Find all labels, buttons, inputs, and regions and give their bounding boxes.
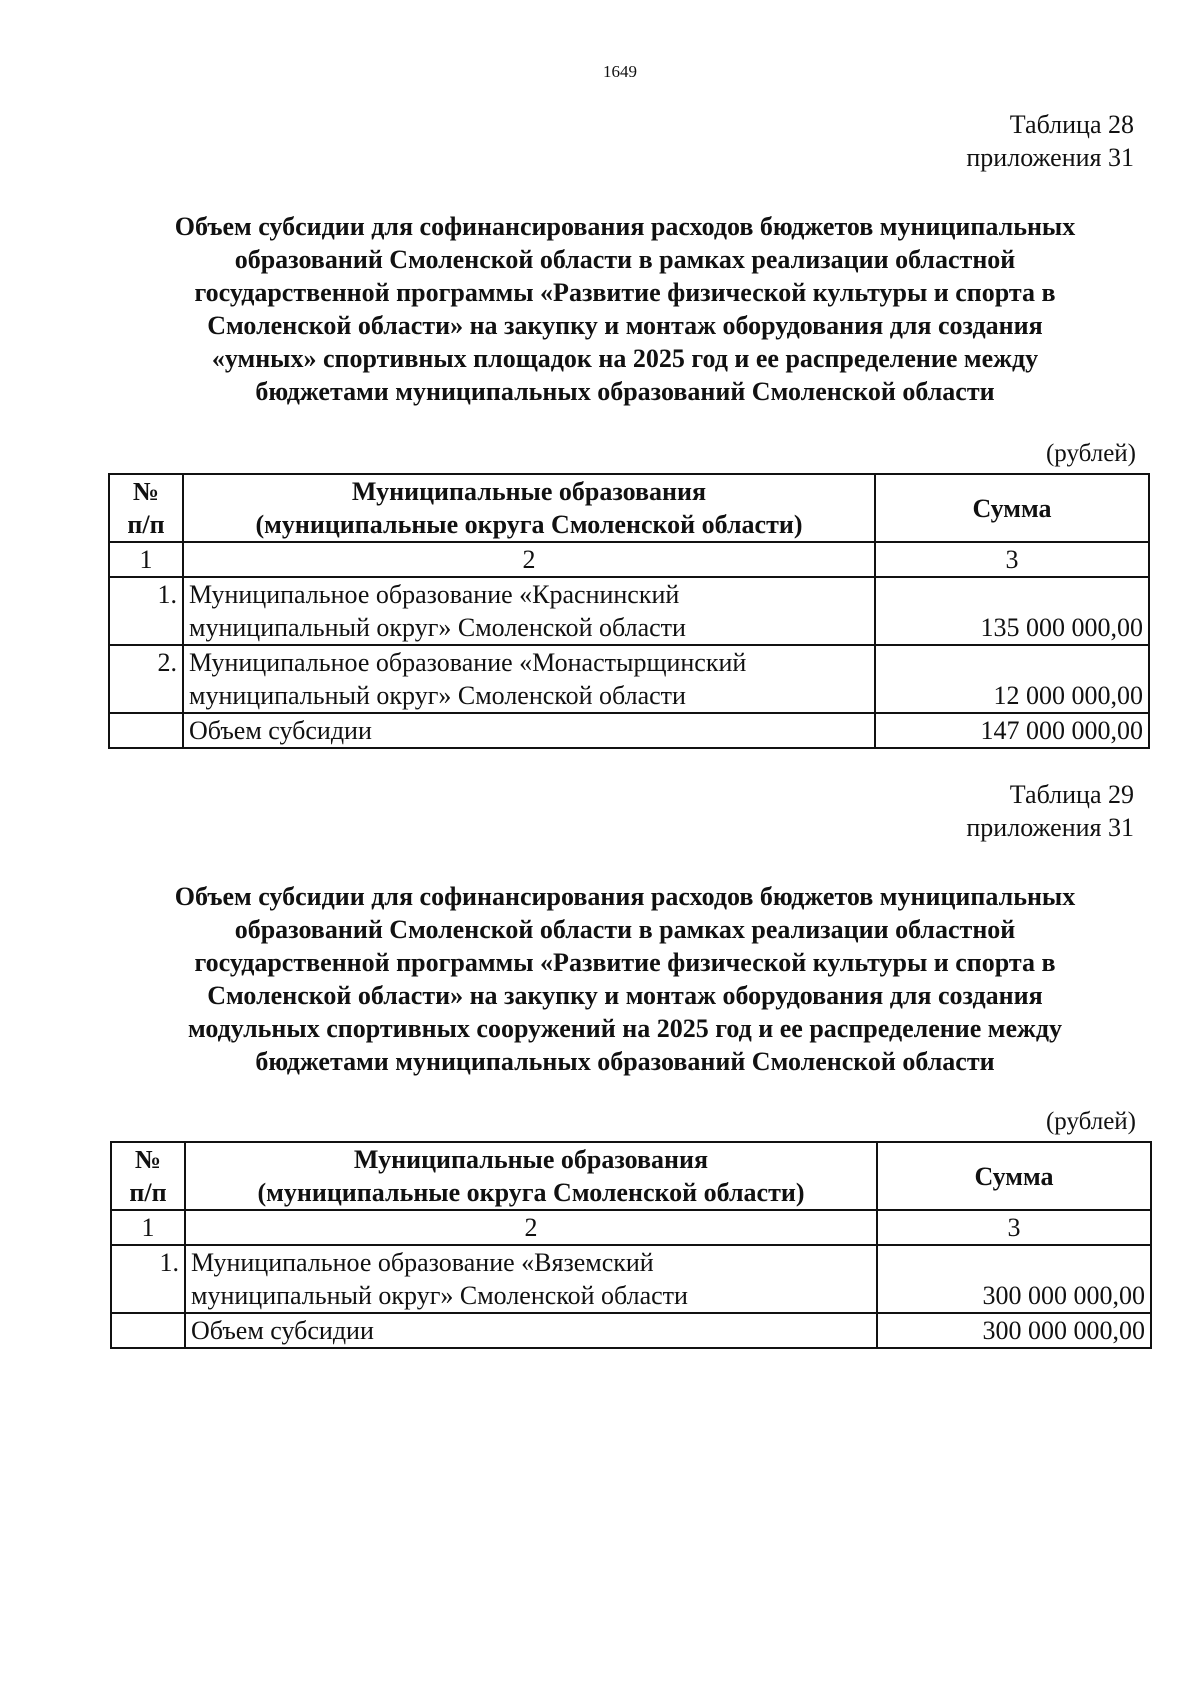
total-number-empty [109, 713, 183, 748]
table29-reference [966, 778, 1134, 844]
index-cell: 1 [111, 1210, 185, 1245]
total-number-empty [111, 1313, 185, 1348]
title-line: «умных» спортивных площадок на 2025 год и ее распределение между [211, 344, 1039, 373]
row-number: 1. [109, 577, 183, 645]
row-number: 2. [109, 645, 183, 713]
row-amount: 12 000 000,00 [875, 645, 1149, 713]
title-line: бюджетами муниципальных образований Смоленской области [255, 377, 995, 406]
header-sum: Сумма [877, 1142, 1151, 1210]
table28-reference [966, 108, 1134, 174]
title-line: государственной программы «Развитие физической культуры и спорта в [194, 278, 1056, 307]
total-label: Объем субсидии [185, 1313, 877, 1348]
table-row [109, 645, 1149, 713]
title-line: образований Смоленской области в рамках реализации областной [234, 245, 1016, 274]
title-line: Объем субсидии для софинансирования расходов бюджетов муниципальных [174, 882, 1076, 911]
table29-ref-line1: Таблица 29 [1009, 780, 1134, 809]
table-header-row [111, 1142, 1151, 1210]
row-amount: 300 000 000,00 [877, 1245, 1151, 1313]
total-row [111, 1313, 1151, 1348]
total-row [109, 713, 1149, 748]
total-amount: 147 000 000,00 [875, 713, 1149, 748]
title-line: образований Смоленской области в рамках реализации областной [234, 915, 1016, 944]
row-municipality: Муниципальное образование «Монастырщинский муниципальный округ» Смоленской области [183, 645, 875, 713]
title-line: Объем субсидии для софинансирования расходов бюджетов муниципальных [174, 212, 1076, 241]
column-index-row [111, 1210, 1151, 1245]
table28-units: (рублей) [1045, 440, 1136, 467]
row-amount: 135 000 000,00 [875, 577, 1149, 645]
table29-units: (рублей) [1045, 1108, 1136, 1135]
header-municipality: Муниципальные образования (муниципальные округа Смоленской области) [183, 474, 875, 542]
header-sum: Сумма [875, 474, 1149, 542]
total-amount: 300 000 000,00 [877, 1313, 1151, 1348]
header-number: № п/п [109, 474, 183, 542]
table-header-row [109, 474, 1149, 542]
row-number: 1. [111, 1245, 185, 1313]
index-cell: 2 [185, 1210, 877, 1245]
total-label: Объем субсидии [183, 713, 875, 748]
row-municipality: Муниципальное образование «Краснинский муниципальный округ» Смоленской области [183, 577, 875, 645]
table28-title [100, 210, 1150, 408]
table28-ref-line1: Таблица 28 [1009, 110, 1134, 139]
table-row [111, 1245, 1151, 1313]
title-line: государственной программы «Развитие физической культуры и спорта в [194, 948, 1056, 977]
page-number: 1649 [603, 62, 637, 81]
row-municipality: Муниципальное образование «Вяземский муниципальный округ» Смоленской области [185, 1245, 877, 1313]
table29-ref-line2: приложения 31 [966, 813, 1134, 842]
table28-ref-line2: приложения 31 [966, 143, 1134, 172]
table-row [109, 577, 1149, 645]
index-cell: 3 [875, 542, 1149, 577]
title-line: модульных спортивных сооружений на 2025 год и ее распределение между [187, 1014, 1063, 1043]
index-cell: 2 [183, 542, 875, 577]
table29-title [100, 880, 1150, 1078]
table29 [110, 1141, 1152, 1349]
column-index-row [109, 542, 1149, 577]
title-line: бюджетами муниципальных образований Смоленской области [255, 1047, 995, 1076]
index-cell: 3 [877, 1210, 1151, 1245]
table28 [108, 473, 1150, 749]
title-line: Смоленской области» на закупку и монтаж оборудования для создания [207, 311, 1043, 340]
header-number: № п/п [111, 1142, 185, 1210]
index-cell: 1 [109, 542, 183, 577]
header-municipality: Муниципальные образования (муниципальные округа Смоленской области) [185, 1142, 877, 1210]
title-line: Смоленской области» на закупку и монтаж оборудования для создания [207, 981, 1043, 1010]
